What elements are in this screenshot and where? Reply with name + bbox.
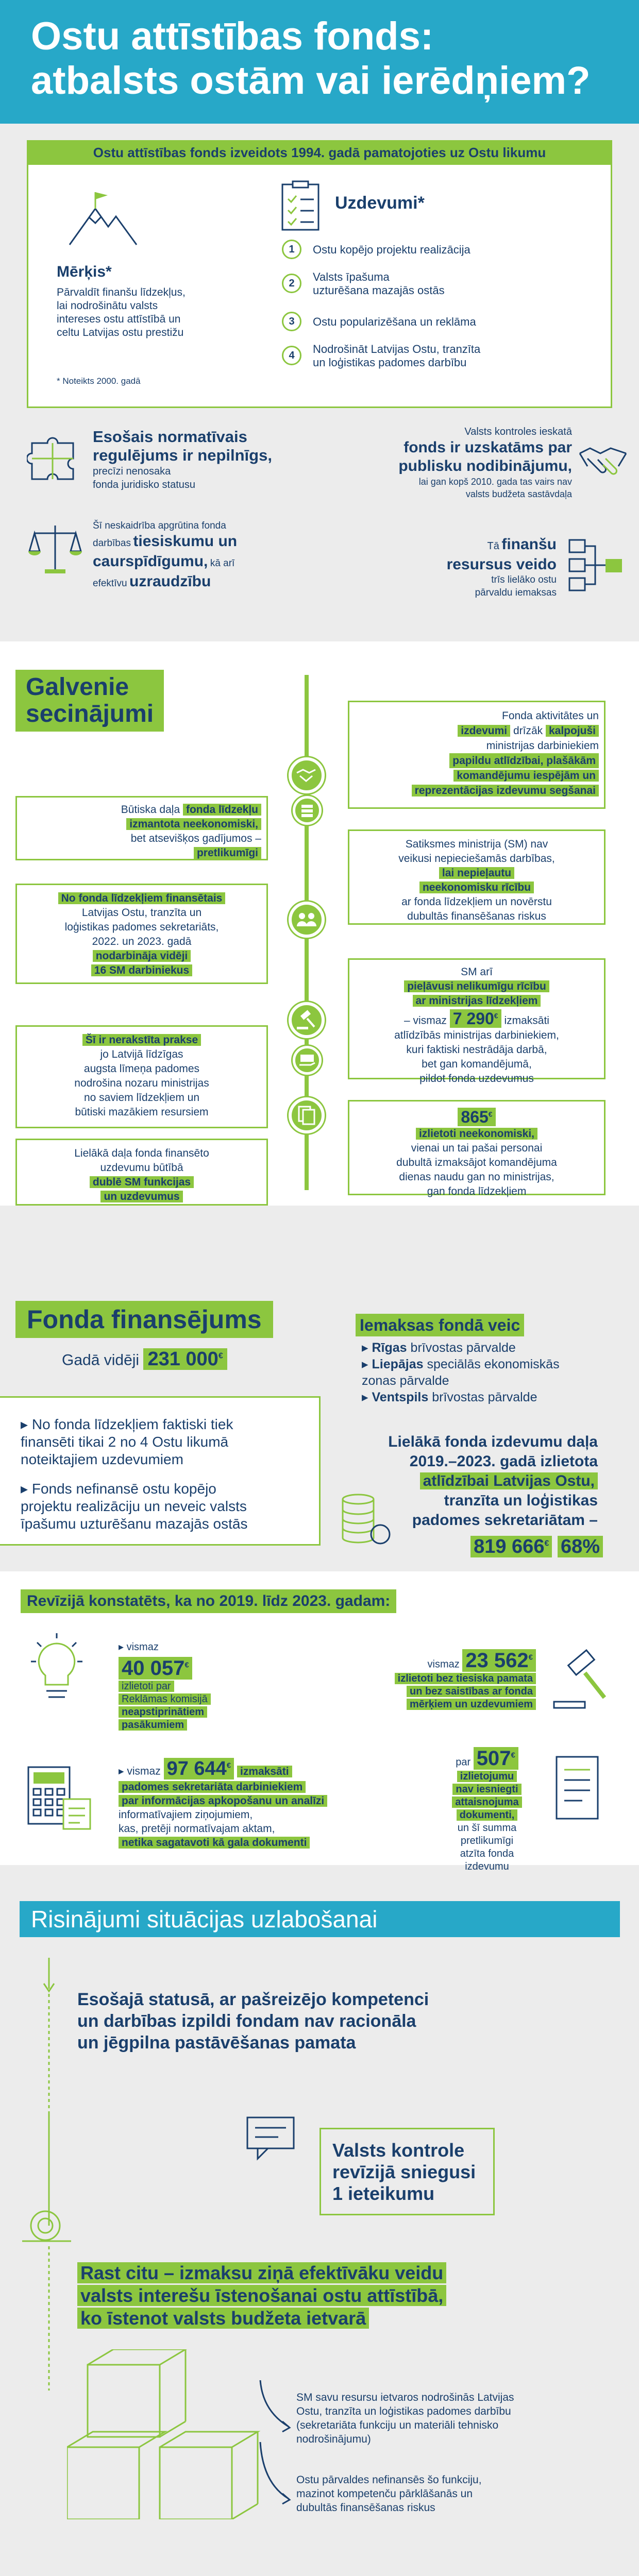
unclear-text [93,519,330,593]
timeline-node-6 [289,1097,325,1133]
task-number: 4 [282,346,301,365]
audit-item-4: par 507€ izlietojumu nav iesniegti attaisnojuma dokumenti, un šī summa pretlikumīgi atzīta fonda izdevumu [441,1744,533,1873]
finding-card-r1 [348,701,606,809]
people-icon [292,905,322,935]
goal-text-4: celtu Latvijas ostu prestižu [57,327,184,338]
finding-card-r4 [348,1100,606,1195]
finding-card-l4 [15,1139,268,1206]
finding-r1-text: Fonda aktivitātes un izdevumi drīzāk kalpojuši ministrijas darbiniekiem papildu atlīdzībai, plašākām komandējumu iespējām un reprezentācijas izdevumu segšanai [355,708,599,798]
task-number: 1 [282,240,301,259]
goal-text [57,286,242,340]
mountain-flag-icon [64,188,142,250]
task-1 [282,240,601,270]
task-3 [282,312,601,343]
page-title [31,14,618,103]
goal-title: Mērķis* [57,263,112,280]
timeline-node-5 [293,1046,322,1075]
calculator-icon [23,1762,95,1834]
unclear-line-1: Šī neskaidrība apgrūtina fonda [93,520,226,531]
finding-r2-text: Satiksmes ministrija (SM) nav veikusi nepieciešamās darbības, lai nepieļautu neekonomisku rīcību ar fonda līdzekļiem un novērstu dubultās finansēšanas riskus [398,838,555,922]
task-text: Nodrošināt Latvijas Ostu, tranzīta un loģistikas padomes darbību [313,343,481,369]
financing-notes-card [0,1396,321,1546]
org-chart-icon [564,536,626,592]
unclear-line-2: darbības tiesiskumu un [93,533,238,550]
task-text: Valsts īpašuma uzturēšana mazajās ostās [313,270,445,297]
control-line-3: publisku nodibinājumu, [398,457,572,474]
speech-bubbles-icon [242,2112,314,2179]
puzzle-icon [27,428,83,484]
timeline-node-3 [289,902,325,938]
timeline-node-4 [289,1002,325,1038]
title-line-1: Ostu attīstības fonds: [31,14,434,58]
contributor-2: ▸ Liepājas speciālās ekonomiskās zonas pārvalde [362,1357,560,1388]
intro-card [27,140,612,408]
handshake-icon [577,438,629,484]
audit-title: Revīzijā konstatēts, ka no 2019. līdz 2023. gadam: [21,1589,396,1613]
handshake-icon [292,760,322,790]
finding-r3-text: SM arī pieļāvusi nelikumīgu rīcību ar ministrijas līdzekļiem – vismaz 7 290€ izmaksāti atlīdzībās ministrijas darbiniekiem, kuri faktiski nestrādāja darbā, bet gan komandējumā, pildot fonda uzdevumus [394,966,559,1084]
footnote: * Noteikts 2000. gadā [57,376,141,386]
control-line-5: valsts budžeta sastāvdaļa [465,489,572,499]
coins-stack-icon [335,1489,392,1546]
contrib-title: Iemaksas fondā veic [356,1314,524,1336]
fin-line-2: resursus veido [446,556,557,573]
money-hand-icon [295,1048,319,1072]
scales-icon [27,520,83,577]
header [0,0,639,124]
tasks-title: Uzdevumi* [335,193,425,213]
finance-text [433,536,557,599]
largest-expense-box: Lielākā fonda izdevumu daļa 2019.–2023. gadā izlietota atlīdzībai Latvijas Ostu, tranzīta un loģistikas padomes sekretariātam – [388,1433,598,1529]
findings-title-1: Galvenie [26,673,129,701]
avg-value: 231 000€ [143,1348,227,1370]
title-line-2: atbalsts ostām vai ierēdņiem? [31,59,591,103]
coins-icon [295,799,319,822]
control-line-4: lai gan kopš 2010. gada tas vairs nav [418,477,572,487]
control-line-2: fonds ir uzskatāms par [403,439,572,456]
zigzag-arrow-icon [28,1958,70,2401]
goal-text-2: lai nodrošinātu valsts [57,300,158,312]
timeline-node-2 [293,796,322,825]
checklist-icon [280,180,324,232]
task-text: Ostu kopējo projektu realizācija [313,243,470,256]
cubes-icon [67,2349,273,2519]
timeline-node-1 [289,757,325,793]
task-2 [282,270,601,307]
contributor-3: ▸ Ventspils brīvostas pārvalde [362,1390,537,1404]
unclear-line-3: caurspīdīgumu, kā arī [93,553,235,570]
audit-item-2: vismaz 23 562€ izlietoti bez tiesiska pamata un bez saistības ar fonda mērķiem un uzdevumiem [340,1646,536,1711]
task-4 [282,343,601,379]
reg-line-2: regulējums ir nepilnīgs, [93,446,272,464]
task-text: Ostu popularizēšana un reklāma [313,315,476,328]
largest-values [412,1531,603,1559]
finding-card-l3 [15,1025,268,1128]
fin-line-4: pārvaldu iemaksas [475,587,557,598]
intro-banner: Ostu attīstības fonds izveidots 1994. gadā pamatojoties uz Ostu likumu [27,140,612,165]
finding-card-l2 [15,884,268,984]
largest-pct: 68% [558,1536,603,1557]
task-number: 2 [282,274,301,293]
audit-item-3: ▸ vismaz 97 644€ izmaksāti padomes sekretariāta darbiniekiem par informācijas apkopošanu un analīzi informatīvajiem ziņojumiem, kas, pretēji normatīvajam aktam, netika sagatavoti kā gala dokumenti [119,1754,386,1850]
finding-l4-text: Lielākā daļa fonda finansēto uzdevumu būtībā dublē SM funkcijas un uzdevumus [74,1147,209,1202]
note-1: ▸ No fonda līdzekļiem faktiski tiek finansēti tikai 2 no 4 Ostu likumā noteiktajiem uzdevumiem [21,1416,233,1467]
solution-1: Esošajā statusā, ar pašreizējo kompetenci un darbības izpildi fondam nav racionāla un jēgpilna pastāvēšanas pamata [77,1990,429,2053]
recommendation-card [320,2128,495,2215]
solution-3: Rast citu – izmaksu ziņā efektīvāku veidu valsts interešu īstenošanai ostu attīstībā, ko īstenot valsts budžeta ietvarā [77,2262,593,2330]
lightbulb-icon [26,1633,88,1710]
financing-title: Fonda finansējums [15,1301,273,1338]
solution-5: Ostu pārvaldes nefinansēs šo funkciju, mazinot kompetenču pārklāšanās un dubultās finansēšanas riskus [296,2474,482,2514]
a1-pre: ▸ vismaz [119,1641,159,1653]
largest-value: 819 666€ [470,1536,552,1557]
snail-icon [20,2205,76,2246]
gavel-icon [292,1005,322,1035]
gavel-icon [549,1646,611,1718]
finding-r4-text: 865€ izlietoti neekonomiski, vienai un tai pašai personai dubultā izmaksājot komandējuma dienas naudu gan no ministrijas, gan fonda līdzekļiem [396,1107,557,1197]
finding-l3-text: Šī ir nerakstīta prakse jo Latvijā līdzīgas augsta līmeņa padomes nodrošina nozaru ministrijas no saviem līdzekļiem un būtiski mazākiem resursiem [74,1034,209,1118]
documents-icon [292,1100,322,1130]
goal-text-1: Pārvaldīt finanšu līdzekļus, [57,286,186,298]
fin-line-3: trīs lielāko ostu [491,574,557,585]
task-number: 3 [282,312,301,331]
finding-l1-text: Būtiska daļa fonda līdzekļu izmantota neekonomiski, bet atsevišķos gadījumos – pretlikumīgi [121,804,261,859]
fin-line-1: Tā finanšu [487,536,557,553]
contributors-box [356,1314,587,1405]
control-line-1: Valsts kontroles ieskatā [464,426,572,437]
goal-text-3: intereses ostu attīstībā un [57,313,181,325]
control-text [381,425,572,500]
avg-row [62,1345,227,1372]
contributor-1: ▸ Rīgas brīvostas pārvalde [362,1341,516,1355]
finding-card-r3 [348,958,606,1084]
arrows-icon [258,2380,294,2514]
solution-4: SM savu resursu ietvaros nodrošinās Latvijas Ostu, tranzīta un loģistikas padomes darbību (sekretariāta funkciju un materiāli tehnisko nodrošinājumu) [296,2392,514,2445]
regulation-text [93,428,320,492]
reg-line-4: fonda juridisko statusu [93,479,196,490]
document-icon [546,1752,608,1829]
reg-line-1: Esošais normatīvais [93,428,247,446]
solutions-title: Risinājumi situācijas uzlabošanai [20,1901,620,1937]
findings-title [15,670,164,732]
note-2: ▸ Fonds nefinansē ostu kopējo projektu realizāciju un neveic valsts īpašumu uzturēšanu mazajās ostās [21,1481,248,1532]
finding-l2-text: No fonda līdzekļiem finansētais Latvijas Ostu, tranzīta un loģistikas padomes sekretariāts, 2022. un 2023. gadā nodarbināja vidēji 16 SM darbiniekus [22,891,261,978]
unclear-line-4: efektīvu uzraudzību [93,573,211,590]
recommendation-text: Valsts kontrole revīzijā sniegusi 1 ieteikumu [332,2140,476,2204]
findings-title-2: secinājumi [26,700,154,727]
avg-label: Gadā vidēji [62,1351,140,1369]
finding-card-r2 [348,829,606,925]
finding-card-l1 [15,796,268,860]
reg-line-3: precīzi nenosaka [93,466,171,477]
audit-item-1: ▸ vismaz 40 057€ izlietoti par Reklāmas komisijā neapstiprinātiem pasākumiem [119,1641,253,1732]
